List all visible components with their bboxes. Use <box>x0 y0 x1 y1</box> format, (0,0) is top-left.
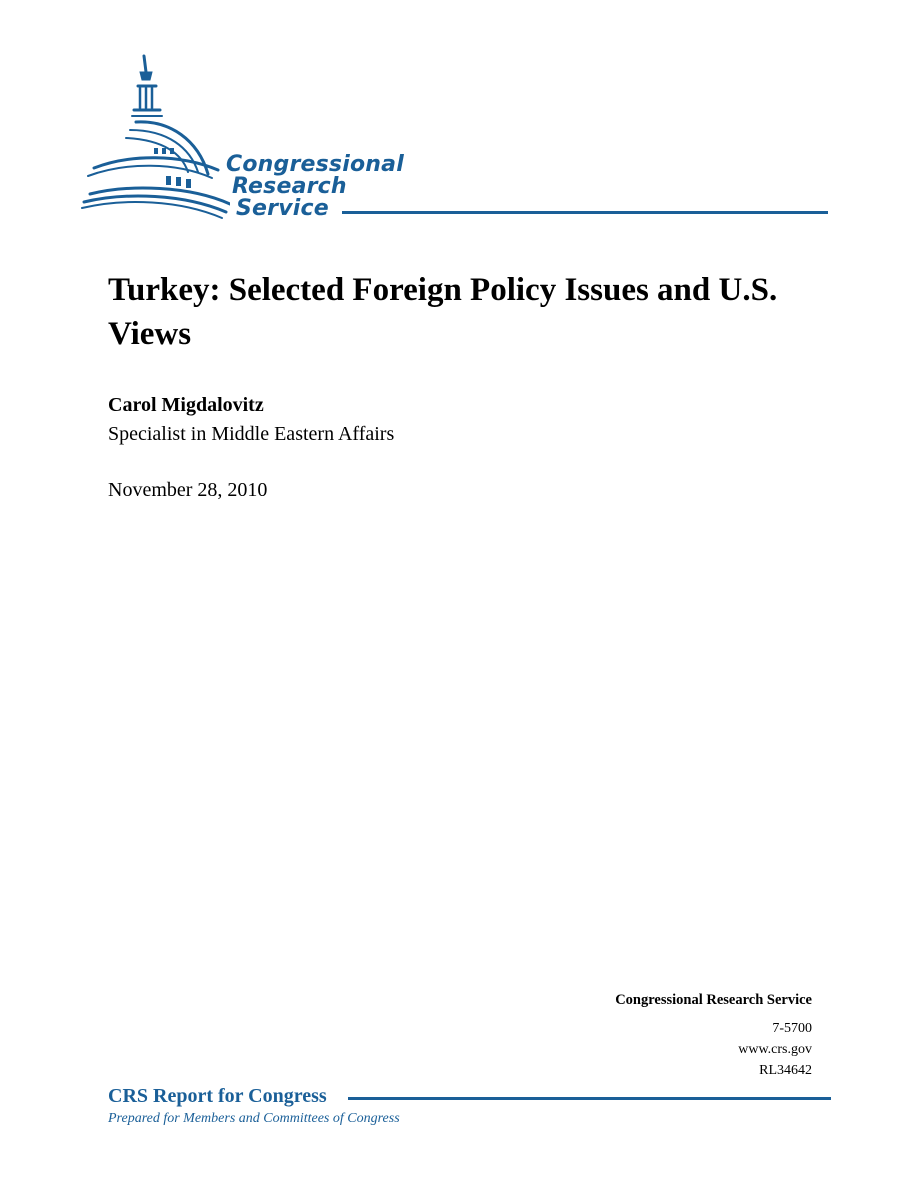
logo-line-congressional: Congressional <box>226 152 404 177</box>
logo-line-research: Research <box>232 174 347 199</box>
info-org: Congressional Research Service <box>615 992 812 1008</box>
info-website: www.crs.gov <box>738 1042 812 1057</box>
footer-prepared-label: Prepared for Members and Committees of Congress <box>108 1111 400 1126</box>
report-title: Turkey: Selected Foreign Policy Issues and U.S. Views <box>108 272 778 352</box>
author-name: Carol Migdalovitz <box>108 394 264 416</box>
author-role: Specialist in Middle Eastern Affairs <box>108 423 395 445</box>
logo-rule <box>342 211 828 214</box>
info-phone: 7-5700 <box>772 1021 812 1036</box>
footer-rule <box>348 1097 831 1100</box>
footer-report-label: CRS Report for Congress <box>108 1085 331 1108</box>
report-date: November 28, 2010 <box>108 479 268 501</box>
crs-logo <box>80 50 830 225</box>
capitol-dome-icon <box>80 50 230 225</box>
logo-line-service: Service <box>236 196 329 221</box>
info-report-number: RL34642 <box>759 1063 812 1078</box>
report-info <box>615 990 812 1081</box>
footer <box>108 1085 833 1145</box>
